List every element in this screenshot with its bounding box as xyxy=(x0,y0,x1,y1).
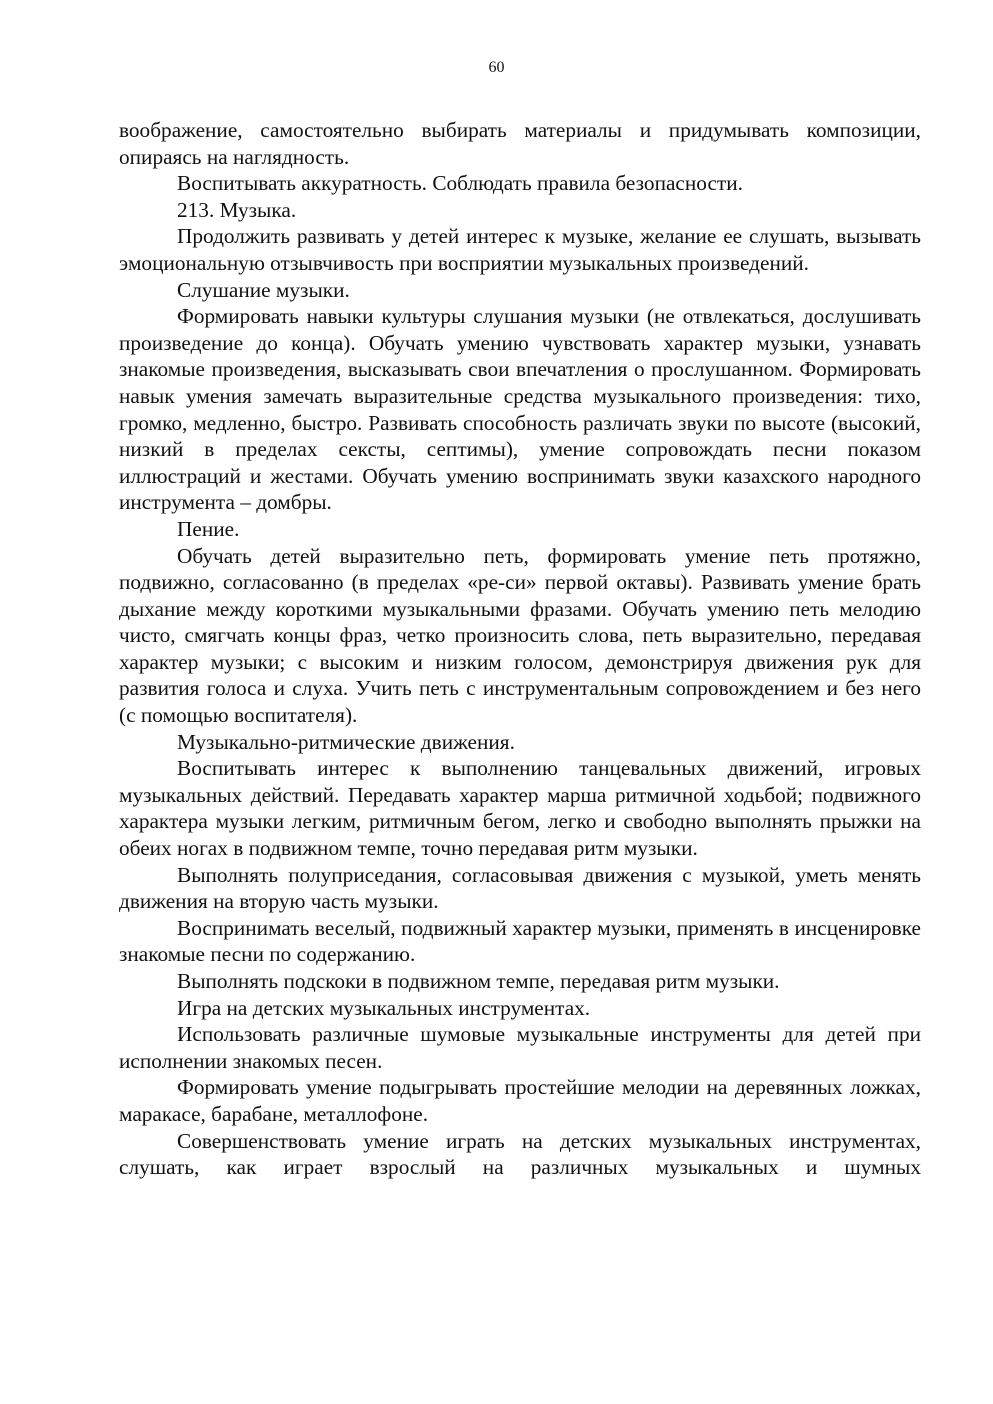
page-number: 60 xyxy=(488,59,505,76)
paragraph: Использовать различные шумовые музыкальные инструменты для детей при исполнении знакомых песен. xyxy=(119,1022,921,1073)
subsection-heading-listening: Слушание музыки. xyxy=(177,277,350,302)
paragraph: Воспитывать интерес к выполнению танцевальных движений, игровых музыкальных действий. Передавать характер марша ритмичной ходьбой; подвижного характера музыки легким, ритмичным бегом, легко и свободно выполнять прыжки на обеих ногах в подвижном темпе, точно передавая ритм музыки. xyxy=(119,756,921,861)
paragraph-continuation: воображение, самостоятельно выбирать материалы и придумывать композиции, опираясь на наглядность. xyxy=(119,118,921,169)
paragraph: Формировать навыки культуры слушания музыки (не отвлекаться, дослушивать произведение до конца). Обучать умению чувствовать характер музыки, узнавать знакомые произведения, высказывать свои впечатления о прослушанном. Формировать навык умения замечать выразительные средства музыкального произведения: тихо, громко, медленно, быстро. Развивать способность различать звуки по высоте (высокий, низкий в пределах сексты, септимы), умение сопровождать песни показом иллюстраций и жестами. Обучать умению воспринимать звуки казахского народного инструмента – домбры. xyxy=(119,304,921,515)
paragraph: Обучать детей выразительно петь, формировать умение петь протяжно, подвижно, согласованно (в пределах «ре-си» первой октавы). Развивать умение брать дыхание между короткими музыкальными фразами. Обучать умению петь мелодию чисто, смягчать концы фраз, четко произносить слова, петь выразительно, передавая характер музыки; с высоким и низким голосом, демонстрируя движения рук для развития голоса и слуха. Учить петь с инструментальным сопровождением и без него (с помощью воспитателя). xyxy=(119,543,921,728)
paragraph: Продолжить развивать у детей интерес к музыке, желание ее слушать, вызывать эмоциональную отзывчивость при восприятии музыкальных произведений. xyxy=(119,224,921,275)
subsection-heading-rhythmic-movements: Музыкально-ритмические движения. xyxy=(177,729,515,754)
paragraph: Выполнять полуприседания, согласовывая движения с музыкой, уметь менять движения на вторую часть музыки. xyxy=(119,862,921,914)
paragraph: Воспитывать аккуратность. Соблюдать правила безопасности. xyxy=(177,171,743,196)
page-body xyxy=(119,117,921,1181)
section-heading-music: 213. Музыка. xyxy=(177,197,297,222)
paragraph-continues-next-page: Совершенствовать умение играть на детских музыкальных инструментах, слушать, как играет взрослый на различных музыкальных и шумных xyxy=(119,1128,921,1180)
subsection-heading-instruments: Игра на детских музыкальных инструментах. xyxy=(177,995,591,1020)
paragraph: Формировать умение подыгрывать простейшие мелодии на деревянных ложках, маракасе, барабане, металлофоне. xyxy=(119,1075,921,1126)
paragraph: Воспринимать веселый, подвижный характер музыки, применять в инсценировке знакомые песни по содержанию. xyxy=(119,915,921,967)
paragraph: Выполнять подскоки в подвижном темпе, передавая ритм музыки. xyxy=(177,969,780,993)
subsection-heading-singing: Пение. xyxy=(177,516,240,541)
